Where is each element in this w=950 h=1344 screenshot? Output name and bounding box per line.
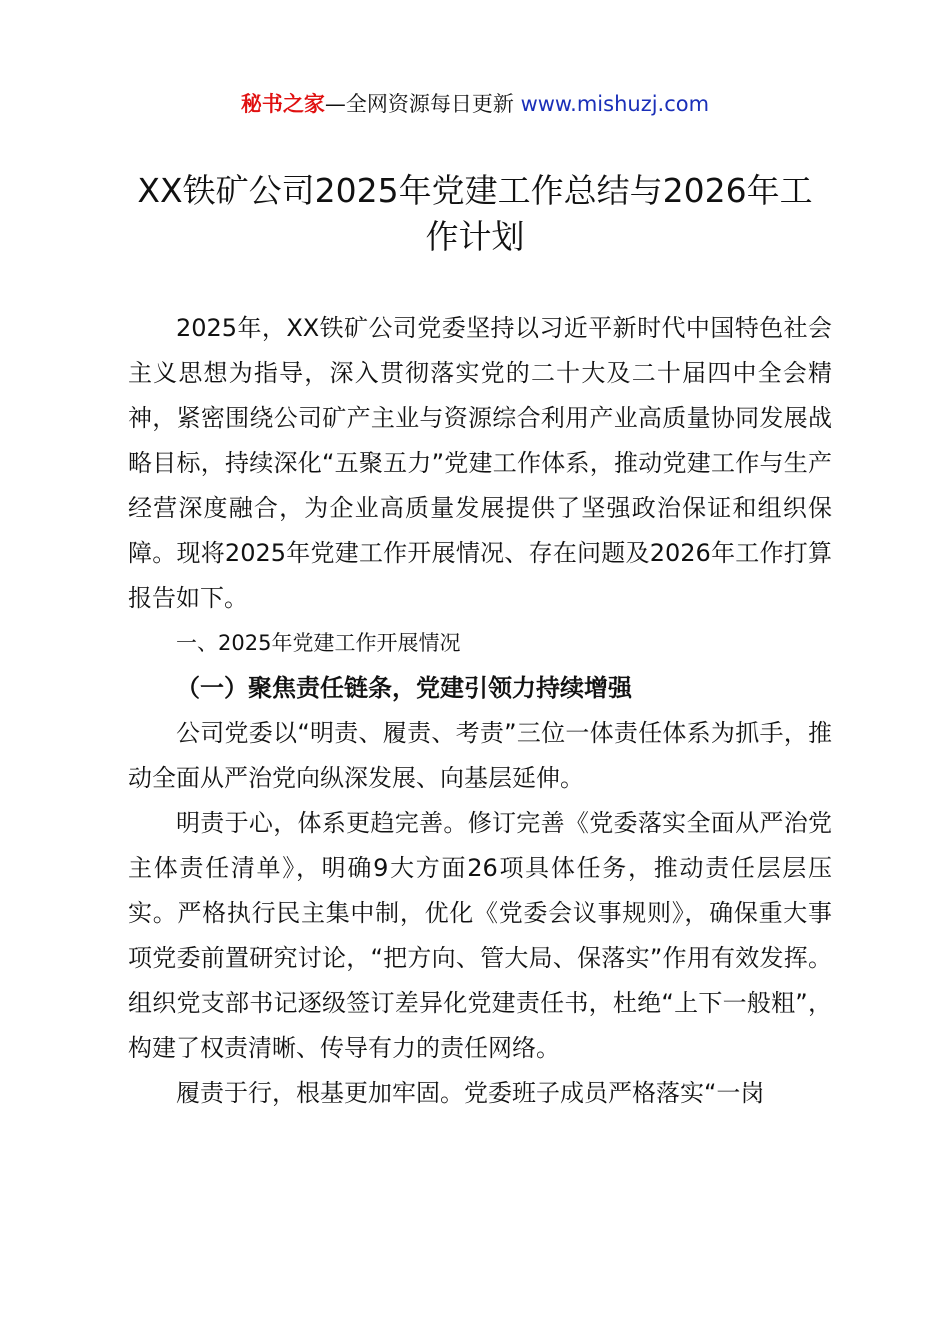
site-slogan: —全网资源每日更新 [324,92,521,116]
subsection-heading-1: （一）聚焦责任链条，党建引领力持续增强 [176,674,632,702]
section-heading-1: 一、2025年党建工作开展情况 [176,631,461,655]
body-paragraph: 明责于心，体系更趋完善。修订完善《党委落实全面从严治党主体责任清单》，明确9大方面26项具体任务，推动责任层层压实。严格执行民主集中制，优化《党委会议事规则》，确保重大事项党委前置研究讨论，“把方向、管大局、保落实”作用有效发挥。组织党支部书记逐级签订差异化党建责任书，杜绝“上下一般粗”，构建了权责清晰、传导有力的责任网络。 [128,809,832,1062]
document-body [128,306,832,1116]
site-url-link[interactable]: www.mishuzj.com [520,92,710,116]
intro-paragraph: 2025年，XX铁矿公司党委坚持以习近平新时代中国特色社会主义思想为指导，深入贯彻落实党的二十大及二十届四中全会精神，紧密围绕公司矿产主业与资源综合利用产业高质量协同发展战略目标，持续深化“五聚五力”党建工作体系，推动党建工作与生产经营深度融合，为企业高质量发展提供了坚强政治保证和组织保障。现将2025年党建工作开展情况、存在问题及2026年工作打算报告如下。 [128,314,832,612]
body-paragraph: 公司党委以“明责、履责、考责”三位一体责任体系为抓手，推动全面从严治党向纵深发展、向基层延伸。 [128,719,832,792]
site-header [0,88,950,120]
body-paragraph: 履责于行，根基更加牢固。党委班子成员严格落实“一岗 [176,1079,765,1107]
brand-name: 秘书之家 [240,92,325,116]
document-title: XX铁矿公司2025年党建工作总结与2026年工作计划 [137,171,813,256]
